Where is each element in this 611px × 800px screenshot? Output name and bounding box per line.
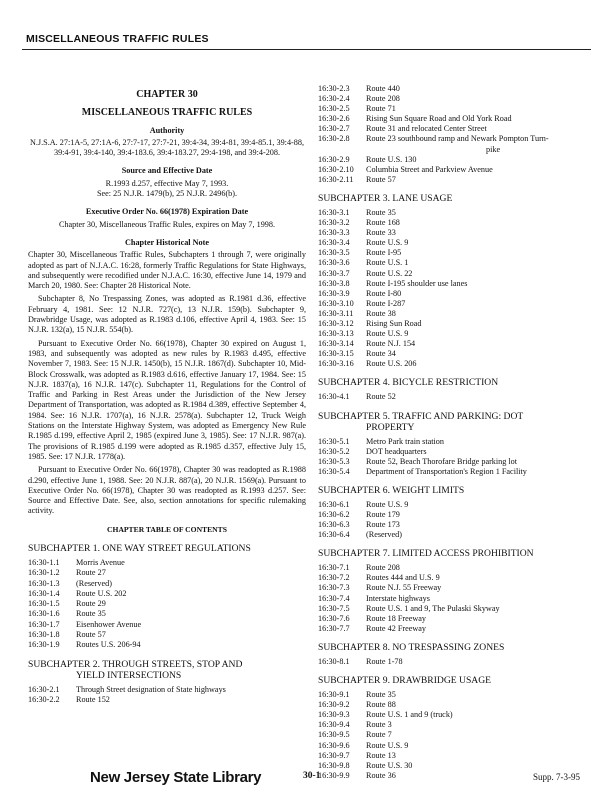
section-name — [76, 620, 306, 630]
section-name — [366, 392, 594, 402]
section-number: 16:30-1.8 — [28, 630, 60, 640]
section-number: 16:30-5.4 — [318, 466, 350, 476]
section-number: 16:30-1.9 — [28, 640, 60, 650]
toc-row — [318, 279, 594, 289]
section-name-text: Route 35 — [76, 609, 106, 619]
section-name — [366, 730, 594, 740]
toc-row — [318, 319, 594, 329]
section-number: 16:30-9.8 — [318, 760, 350, 770]
section-number: 16:30-2.9 — [318, 154, 350, 164]
toc-row — [318, 84, 594, 94]
section-name-text: Route 7 — [366, 730, 392, 740]
section-name — [366, 218, 594, 228]
section-number: 16:30-2.1 — [28, 684, 60, 694]
section-name-text: (Reserved) — [366, 530, 402, 540]
section-number: 16:30-6.2 — [318, 510, 350, 519]
section-name — [366, 530, 594, 540]
toc-row — [28, 558, 306, 568]
subchapter-title-cont: YIELD INTERSECTIONS — [76, 669, 182, 681]
section-name — [366, 710, 594, 720]
section-name-text: Route 23 southbound ramp and Newark Pompton Turn- — [366, 134, 549, 144]
subchapter-heading — [318, 485, 594, 496]
toc-row — [318, 339, 594, 349]
section-name-text: Route 173 — [366, 520, 400, 530]
section-name — [366, 289, 594, 299]
section-name-text: Routes 444 and U.S. 9 — [366, 573, 440, 583]
toc-row — [318, 228, 594, 238]
subchapter-title: SUBCHAPTER 4. BICYCLE RESTRICTION — [318, 377, 499, 389]
section-number: 16:30-2.4 — [318, 94, 350, 104]
subchapter-heading — [318, 548, 594, 559]
section-name-text: Route 33 — [366, 228, 396, 238]
toc-row — [318, 700, 594, 710]
section-name — [366, 583, 594, 593]
section-name-text: Route U.S. 1 and 9, The Pulaski Skyway — [366, 603, 500, 613]
section-number: 16:30-3.6 — [318, 258, 350, 268]
section-number: 16:30-6.3 — [318, 520, 350, 530]
toc-row — [318, 437, 594, 447]
section-name — [76, 579, 306, 589]
history-paragraph: Subchapter 8, No Trespassing Zones, was adopted as R.1981 d.36, effective February 4, 1981. See: 12 N.J.R. 727(c), 13 N.J.R. 159(b). Subchapter 9, Drawbridge Usage, was adopted as R.1983 d.106, effective April 4, 1983. See: 15 N.J.R. 132(a), 15 N.J.R. 554(b). — [28, 294, 306, 335]
toc-row — [318, 258, 594, 268]
toc-row — [318, 614, 594, 624]
chapter-title: MISCELLANEOUS TRAFFIC RULES — [81, 107, 253, 119]
toc-heading: CHAPTER TABLE OF CONTENTS — [107, 524, 227, 534]
toc-row — [318, 299, 594, 309]
section-number: 16:30-3.2 — [318, 218, 350, 228]
section-number: 16:30-2.10 — [318, 164, 354, 174]
section-number: 16:30-9.2 — [318, 700, 350, 710]
toc-row — [28, 609, 306, 619]
section-number: 16:30-6.1 — [318, 499, 350, 509]
toc-row — [318, 104, 594, 114]
section-name-text: Route I-80 — [366, 288, 402, 298]
section-name — [366, 437, 594, 447]
section-number: 16:30-3.12 — [318, 318, 354, 328]
toc-row — [28, 620, 306, 630]
toc-row — [318, 165, 594, 175]
subchapter-title: SUBCHAPTER 2. THROUGH STREETS, STOP AND — [28, 658, 243, 670]
section-name — [366, 104, 594, 114]
toc-row — [318, 500, 594, 510]
section-name-text: Route 52, Beach Thorofare Bridge parking lot — [366, 456, 518, 466]
right-column — [318, 84, 594, 781]
section-number: 16:30-3.10 — [318, 298, 354, 308]
section-name-text: Interstate highways — [366, 593, 430, 603]
section-name-text: Route 34 — [366, 349, 396, 359]
section-number: 16:30-9.1 — [318, 690, 350, 700]
section-name-text: Route U.S. 9 — [366, 499, 409, 509]
toc-row — [318, 720, 594, 730]
section-name — [366, 248, 594, 258]
section-name-text: Morris Avenue — [76, 557, 125, 567]
section-name — [76, 599, 306, 609]
section-number: 16:30-1.4 — [28, 588, 60, 598]
section-name — [366, 741, 594, 751]
chapter-number: CHAPTER 30 — [136, 89, 198, 100]
toc-row — [28, 599, 306, 609]
section-name-text: Route 42 Freeway — [366, 623, 427, 633]
section-name-wrap: pike — [486, 144, 501, 154]
section-number: 16:30-1.7 — [28, 619, 60, 629]
section-name-text: Routes U.S. 206-94 — [76, 640, 141, 650]
toc-row — [28, 630, 306, 640]
subchapter-title: SUBCHAPTER 7. LIMITED ACCESS PROHIBITION — [318, 548, 534, 560]
subchapter-heading — [318, 675, 594, 686]
toc-row — [318, 248, 594, 258]
section-name-text: Route N.J. 55 Freeway — [366, 583, 442, 593]
section-name — [366, 175, 594, 185]
authority-heading: Authority — [149, 125, 185, 135]
section-name-text: Route U.S. 130 — [366, 154, 417, 164]
section-name-text: Route 31 and relocated Center Street — [366, 124, 487, 134]
section-name-text: Route 57 — [76, 630, 106, 640]
section-name — [366, 309, 594, 319]
subchapter-heading — [28, 543, 306, 554]
source-heading: Source and Effective Date — [121, 166, 213, 176]
section-name — [366, 319, 594, 329]
section-number: 16:30-9.6 — [318, 740, 350, 750]
section-name — [366, 447, 594, 457]
left-column — [28, 90, 306, 705]
subchapter-title: SUBCHAPTER 9. DRAWBRIDGE USAGE — [318, 675, 491, 687]
section-number: 16:30-7.6 — [318, 613, 350, 623]
section-number: 16:30-4.1 — [318, 392, 350, 402]
section-name-text: Eisenhower Avenue — [76, 619, 142, 629]
right-subchapter-list — [318, 193, 594, 781]
section-name-text: Route 1-78 — [366, 656, 403, 666]
section-name — [366, 279, 594, 289]
section-name — [366, 520, 594, 530]
toc-row — [318, 710, 594, 720]
toc-row — [318, 624, 594, 634]
section-name — [366, 134, 594, 154]
toc-row — [318, 175, 594, 185]
subchapter-title: SUBCHAPTER 3. LANE USAGE — [318, 192, 453, 204]
source-line-2: See: 25 N.J.R. 1479(b), 25 N.J.R. 2496(b). — [96, 189, 238, 199]
toc-row — [28, 589, 306, 599]
section-name-text: Route 52 — [366, 392, 396, 402]
section-name-text: Route 179 — [366, 510, 400, 519]
section-name-text: Route U.S. 202 — [76, 588, 127, 598]
page-number: 30-1 — [303, 771, 321, 781]
section-name — [366, 457, 594, 467]
toc-row — [318, 573, 594, 583]
toc-row — [318, 563, 594, 573]
section-name-text: Route 208 — [366, 94, 400, 104]
section-name — [366, 84, 594, 94]
section-name — [366, 258, 594, 268]
toc-row — [318, 447, 594, 457]
section-name-text: Department of Transportation's Region 1 Facility — [366, 466, 527, 476]
section-name — [366, 467, 594, 477]
subchapter-heading — [318, 642, 594, 653]
subchapter-heading — [28, 659, 306, 681]
toc-row — [318, 329, 594, 339]
section-number: 16:30-1.3 — [28, 578, 60, 588]
section-number: 16:30-3.5 — [318, 248, 350, 258]
section-name — [366, 624, 594, 634]
authority-block — [28, 126, 306, 159]
authority-text: N.J.S.A. 27:1A-5, 27:1A-6, 27:7-17, 27:7-21, 39:4-34, 39:4-81, 39:4-85.1, 39:4-88, 39:4-91, 39:4-140, 39:4-183.6, 39:4-183.27, 29:4-198, and 39:4-208. — [29, 137, 305, 158]
section-name-text: Route 36 — [366, 770, 396, 780]
section-number: 16:30-5.2 — [318, 446, 350, 456]
section-name — [366, 594, 594, 604]
section-name — [366, 238, 594, 248]
toc-row — [318, 520, 594, 530]
section-number: 16:30-9.5 — [318, 730, 350, 740]
section-number: 16:30-1.1 — [28, 557, 60, 567]
section-number: 16:30-9.7 — [318, 750, 350, 760]
header-rule — [22, 49, 591, 50]
section-name-text: Route 208 — [366, 563, 400, 573]
toc-row — [318, 124, 594, 134]
section-number: 16:30-9.9 — [318, 770, 350, 780]
source-block — [28, 166, 306, 199]
toc-row — [318, 690, 594, 700]
section-number: 16:30-9.3 — [318, 710, 350, 720]
section-name — [366, 500, 594, 510]
continued-section-list — [318, 84, 594, 185]
section-name-text: Columbia Street and Parkview Avenue — [366, 164, 493, 174]
toc-row — [318, 94, 594, 104]
toc-row — [318, 530, 594, 540]
section-name-text: Route 35 — [366, 690, 396, 700]
section-name — [76, 568, 306, 578]
history-paragraph: Pursuant to Executive Order No. 66(1978), Chapter 30 expired on August 1, 1983, and subsequently was adopted as new rules by R.1983 d.495, effective November 7, 1983. See: 15 N.J.R. 1450(b), 15 N.J.R. 1867(d). Subchapter 10, Mid-Block Crosswalk, was adopted as R.1983 d.616, effective January 17, 1984. See: 15 N.J.R. 1837(a), 16 N.J.R. 147(c). Subchapter 11, Regulations for the Control of Traffic and Parking in Rest Areas under the Jurisdiction of the New Jersey Department of Transportation, was adopted as R.1984 d.389, effective September 4, 1984. See: 16 N.J.R. 1707(a), 16 N.J.R. 2578(a). Subchapter 12, Truck Weigh Stations on the Interstate Highway System, was adopted as Emergency New Rule R.1985 d.199, effective April 2, 1985 (expired June 3, 1985). See: 17 N.J.R. 987(a). The provisions of R.1985 d.199 were adopted as R.1985 d.357, effective July 15, 1985. See: 17 N.J.R. 1778(a). — [28, 338, 306, 461]
section-number: 16:30-3.11 — [318, 308, 354, 318]
toc-row — [318, 583, 594, 593]
section-name — [366, 114, 594, 124]
section-name — [366, 614, 594, 624]
section-number: 16:30-7.2 — [318, 573, 350, 583]
toc-row — [318, 269, 594, 279]
history-paragraph: Chapter 30, Miscellaneous Traffic Rules, Subchapters 1 through 7, were originally adopted as part of N.J.A.C. 16:28, formerly Traffic Regulations for State Highways, and subsequently were recodified under N.J.A.C. 16:30, effective June 14, 1979 and March 20, 1980. See: Chapter 28 Historical Note. — [28, 250, 306, 291]
section-name — [366, 208, 594, 218]
section-name — [366, 349, 594, 359]
section-name — [366, 94, 594, 104]
section-name — [366, 690, 594, 700]
library-stamp: New Jersey State Library — [90, 769, 262, 786]
section-name-text: Route 168 — [366, 218, 400, 228]
subchapter-title: SUBCHAPTER 8. NO TRESPASSING ZONES — [318, 641, 505, 653]
section-number: 16:30-3.15 — [318, 349, 354, 359]
section-number: 16:30-5.3 — [318, 456, 350, 466]
section-number: 16:30-3.9 — [318, 288, 350, 298]
toc-row — [318, 741, 594, 751]
toc-row — [318, 457, 594, 467]
section-name-text: Route I-195 shoulder use lanes — [366, 278, 468, 288]
section-number: 16:30-3.8 — [318, 278, 350, 288]
history-paragraph: Pursuant to Executive Order No. 66(1978), Chapter 30 was readopted as R.1988 d.290, effective June 1, 1988. See: 20 N.J.R. 887(a), 20 N.J.R. 1569(a). Pursuant to Executive Order No. 66(1978), Chapter 30 was readopted as R.1993 d.257. See: Source and Effective Date. See, also, section annotations for specific rulemaking activity. — [28, 465, 306, 516]
section-name — [366, 299, 594, 309]
toc-row — [318, 309, 594, 319]
expiration-heading: Executive Order No. 66(1978) Expiration Date — [85, 207, 249, 217]
section-name-text: Route 13 — [366, 750, 396, 760]
section-name — [76, 695, 306, 705]
section-number: 16:30-7.1 — [318, 563, 350, 573]
section-name-text: Route 57 — [366, 174, 396, 184]
section-name — [366, 700, 594, 710]
section-number: 16:30-3.7 — [318, 268, 350, 278]
subchapter-title: SUBCHAPTER 5. TRAFFIC AND PARKING: DOT — [318, 410, 524, 422]
running-header: MISCELLANEOUS TRAFFIC RULES — [26, 33, 209, 45]
toc-row — [318, 218, 594, 228]
section-name — [366, 510, 594, 520]
subchapter-title: SUBCHAPTER 1. ONE WAY STREET REGULATIONS — [28, 542, 251, 554]
history-block — [28, 238, 306, 517]
section-name — [366, 751, 594, 761]
section-name-text: Route N.J. 154 — [366, 339, 416, 349]
subchapter-heading — [318, 411, 594, 433]
section-name — [366, 761, 594, 771]
toc-row — [318, 208, 594, 218]
section-number: 16:30-7.3 — [318, 583, 350, 593]
toc-row — [28, 568, 306, 578]
section-name-text: Route 27 — [76, 568, 106, 578]
section-name — [76, 558, 306, 568]
section-name — [366, 165, 594, 175]
section-number: 16:30-8.1 — [318, 656, 350, 666]
section-number: 16:30-1.6 — [28, 609, 60, 619]
left-subchapter-list — [28, 543, 306, 705]
section-number: 16:30-3.16 — [318, 359, 354, 369]
toc-row — [318, 594, 594, 604]
section-number: 16:30-3.13 — [318, 329, 354, 339]
expiration-block — [28, 207, 306, 230]
section-number: 16:30-3.14 — [318, 339, 354, 349]
toc-row — [318, 604, 594, 614]
toc-row — [318, 730, 594, 740]
section-name — [366, 563, 594, 573]
toc-row — [28, 640, 306, 650]
section-number: 16:30-2.3 — [318, 84, 350, 93]
section-name-text: Route 18 Freeway — [366, 613, 427, 623]
section-name-text: Route U.S. 206 — [366, 359, 417, 369]
section-number: 16:30-2.7 — [318, 124, 350, 134]
toc-row — [28, 685, 306, 695]
section-number: 16:30-2.2 — [28, 694, 60, 704]
section-number: 16:30-7.4 — [318, 593, 350, 603]
toc-row — [318, 238, 594, 248]
section-number: 16:30-9.4 — [318, 720, 350, 730]
expiration-text: Chapter 30, Miscellaneous Traffic Rules, expires on May 7, 1998. — [58, 219, 276, 229]
section-number: 16:30-2.5 — [318, 104, 350, 114]
section-number: 16:30-2.8 — [318, 134, 350, 144]
section-name — [76, 630, 306, 640]
toc-row — [318, 155, 594, 165]
section-number: 16:30-7.7 — [318, 623, 350, 633]
section-number: 16:30-2.6 — [318, 114, 350, 124]
toc-row — [318, 751, 594, 761]
section-name-text: Route 35 — [366, 207, 396, 217]
history-heading: Chapter Historical Note — [125, 237, 209, 247]
section-name-text: (Reserved) — [76, 578, 112, 588]
section-name — [76, 609, 306, 619]
section-name — [366, 269, 594, 279]
section-name — [76, 685, 306, 695]
section-name-text: Route 152 — [76, 694, 110, 704]
toc-row — [28, 579, 306, 589]
toc-row — [318, 467, 594, 477]
section-name-text: Rising Sun Square Road and Old York Road — [366, 114, 512, 124]
supplement-date: Supp. 7-3-95 — [533, 772, 580, 782]
section-name-text: Route U.S. 30 — [366, 760, 413, 770]
section-name — [366, 359, 594, 369]
section-number: 16:30-1.5 — [28, 599, 60, 609]
section-name-text: Rising Sun Road — [366, 318, 422, 328]
toc-row — [318, 510, 594, 520]
toc-row — [318, 657, 594, 667]
section-name-text: Route I-287 — [366, 298, 406, 308]
toc-row — [318, 289, 594, 299]
section-name — [366, 329, 594, 339]
section-number: 16:30-6.4 — [318, 530, 350, 540]
section-name — [76, 589, 306, 599]
subchapter-title: SUBCHAPTER 6. WEIGHT LIMITS — [318, 484, 465, 496]
section-number: 16:30-7.5 — [318, 603, 350, 613]
section-name — [366, 657, 594, 667]
section-name-text: Route U.S. 22 — [366, 268, 413, 278]
section-name-text: Route 3 — [366, 720, 392, 730]
section-name — [366, 720, 594, 730]
section-name-text: Metro Park train station — [366, 436, 444, 446]
section-number: 16:30-1.2 — [28, 568, 60, 578]
subchapter-title-cont: PROPERTY — [366, 421, 415, 433]
section-number: 16:30-2.11 — [318, 174, 354, 184]
section-name-text: Through Street designation of State highways — [76, 684, 226, 694]
section-name — [76, 640, 306, 650]
subchapter-heading — [318, 193, 594, 204]
toc-row — [318, 392, 594, 402]
section-name — [366, 573, 594, 583]
section-name-text: Route 440 — [366, 84, 400, 93]
section-name — [366, 604, 594, 614]
section-name — [366, 155, 594, 165]
section-name-text: Route U.S. 9 — [366, 740, 409, 750]
section-number: 16:30-3.3 — [318, 228, 350, 238]
section-name — [366, 124, 594, 134]
toc-row — [318, 134, 594, 154]
section-name-text: Route 88 — [366, 700, 396, 710]
section-number: 16:30-5.1 — [318, 436, 350, 446]
section-name-text: Route U.S. 9 — [366, 238, 409, 248]
subchapter-heading — [318, 377, 594, 388]
toc-row — [318, 761, 594, 771]
section-name-text: Route U.S. 1 — [366, 258, 409, 268]
toc-row — [318, 359, 594, 369]
toc-row — [28, 695, 306, 705]
section-name — [366, 228, 594, 238]
toc-row — [318, 114, 594, 124]
section-name-text: Route U.S. 1 and 9 (truck) — [366, 710, 453, 720]
section-name — [366, 339, 594, 349]
section-name-text: DOT headquarters — [366, 446, 427, 456]
section-name-text: Route I-95 — [366, 248, 402, 258]
section-name-text: Route U.S. 9 — [366, 329, 409, 339]
section-name-text: Route 71 — [366, 104, 396, 114]
section-name-text: Route 29 — [76, 599, 106, 609]
toc-row — [318, 349, 594, 359]
section-number: 16:30-3.1 — [318, 207, 350, 217]
source-line-1: R.1993 d.257, effective May 7, 1993. — [105, 178, 229, 188]
section-number: 16:30-3.4 — [318, 238, 350, 248]
section-name-text: Route 38 — [366, 308, 396, 318]
